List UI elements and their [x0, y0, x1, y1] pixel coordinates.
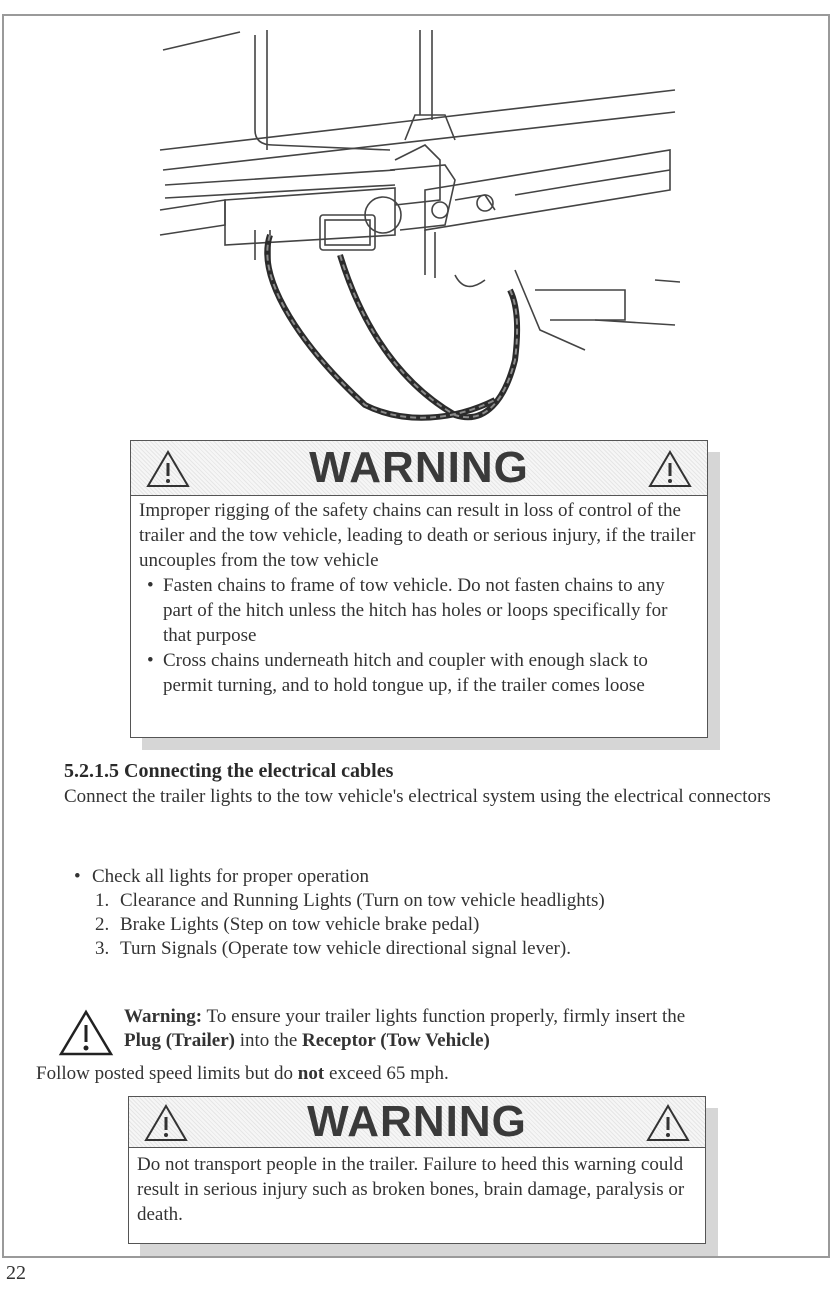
warning-triangle-icon — [647, 449, 693, 489]
inline-warning-text: To ensure your trailer lights function properly, firmly insert the — [206, 1006, 686, 1027]
speed-note-after: exceed 65 mph. — [328, 1063, 449, 1084]
warning-header — [129, 1097, 705, 1148]
warning-triangle-icon — [58, 1009, 114, 1057]
warning-body — [131, 496, 707, 702]
page-number: 22 — [6, 1262, 26, 1284]
check-step: 2. Brake Lights (Step on tow vehicle brake pedal) — [114, 913, 605, 937]
warning-bullet: • Cross chains underneath hitch and coupler with enough slack to permit turning, and to hold tongue up, if the trailer comes loose — [139, 648, 699, 698]
hitch-chains-illustration — [155, 20, 680, 445]
section-heading: 5.2.1.5 Connecting the electrical cables — [64, 760, 394, 782]
inline-warning — [58, 1005, 778, 1053]
warning-header — [131, 441, 707, 496]
speed-note-before: Follow posted speed limits but do — [36, 1063, 294, 1084]
check-steps — [72, 889, 605, 961]
speed-note-emphasis: not — [297, 1063, 325, 1084]
warning-intro: Improper rigging of the safety chains can result in loss of control of the trailer and the tow vehicle, leading to death or serious injury, if the trailer uncouples from the tow vehicle — [139, 500, 696, 571]
check-bullet: • Check all lights for proper operation — [72, 865, 605, 889]
warning-bullet: • Fasten chains to frame of tow vehicle. Do not fasten chains to any part of the hitch unless the hitch has holes or loops specifically for that purpose — [139, 573, 699, 648]
check-step: 1. Clearance and Running Lights (Turn on tow vehicle headlights) — [114, 889, 605, 913]
warning-title: WARNING — [309, 443, 529, 492]
plug-label: Plug (Trailer) — [124, 1030, 235, 1051]
warning-title: WARNING — [307, 1097, 527, 1146]
warning-triangle-icon — [645, 1103, 691, 1143]
section-text: Connect the trailer lights to the tow vehicle's electrical system using the electrical connectors — [64, 786, 771, 807]
warning-body: Do not transport people in the trailer. Failure to heed this warning could result in serious injury such as broken bones, brain damage, paralysis or death. — [137, 1154, 685, 1225]
warning-box-passengers — [128, 1096, 706, 1244]
into-text: into the — [239, 1030, 298, 1051]
check-step: 3. Turn Signals (Operate tow vehicle directional signal lever). — [114, 937, 605, 961]
inline-warning-label: Warning: — [124, 1006, 203, 1027]
warning-box-chains — [130, 440, 708, 738]
speed-note — [36, 1062, 449, 1086]
receptor-label: Receptor (Tow Vehicle) — [302, 1030, 490, 1051]
light-check-list — [72, 865, 605, 961]
warning-bullet-list — [139, 573, 699, 698]
